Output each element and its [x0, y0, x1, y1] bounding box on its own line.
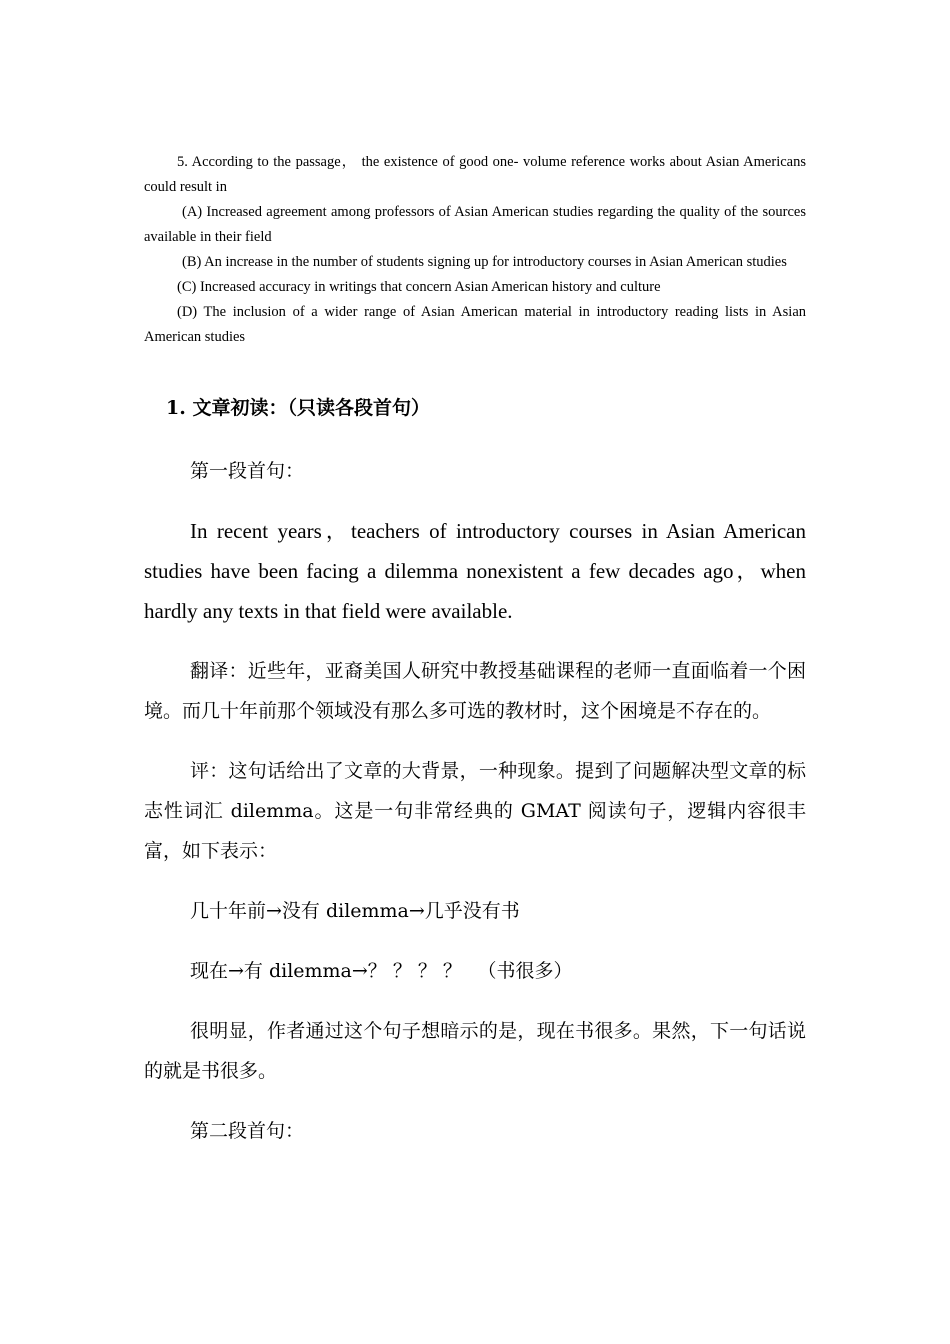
translation-paragraph: 翻译：近些年，亚裔美国人研究中教授基础课程的老师一直面临着一个困境。而几十年前那个领域没有那么多可选的教材时，这个困境是不存在的。	[144, 660, 806, 722]
section-heading: 1. 文章初读：（只读各段首句）	[166, 397, 430, 419]
logic-line-present: 现在→有 dilemma→？ ？ ？ ？ （书很多）	[190, 960, 573, 982]
logic-line-past: 几十年前→没有 dilemma→几乎没有书	[190, 900, 520, 922]
conclusion-paragraph: 很明显，作者通过这个句子想暗示的是，现在书很多。果然，下一句话说的就是书很多。	[144, 1020, 806, 1082]
first-paragraph-label: 第一段首句：	[190, 460, 305, 482]
option-a: (A) Increased agreement among professors of Asian American studies regarding the quality of the sources available in their field	[144, 204, 806, 245]
option-c: (C) Increased accuracy in writings that concern Asian American history and culture	[177, 279, 661, 295]
question-block	[144, 150, 806, 350]
comment-paragraph: 评：这句话给出了文章的大背景，一种现象。提到了问题解决型文章的标志性词汇 dilemma。这是一句非常经典的 GMAT 阅读句子，逻辑内容很丰富，如下表示：	[144, 760, 806, 862]
second-paragraph-label: 第二段首句：	[190, 1120, 305, 1142]
option-b: (B) An increase in the number of students signing up for introductory courses in Asian American studies	[182, 254, 787, 270]
question-stem: 5. According to the passage， the existence of good one- volume reference works about Asian Americans could result in	[144, 154, 806, 195]
first-sentence: In recent years，teachers of introductory courses in Asian American studies have been facing a dilemma nonexistent a few decades ago，when hardly any texts in that field were available.	[144, 519, 806, 623]
option-d: (D) The inclusion of a wider range of Asian American material in introductory reading lists in Asian American studies	[144, 304, 806, 345]
document-page	[144, 150, 806, 1171]
